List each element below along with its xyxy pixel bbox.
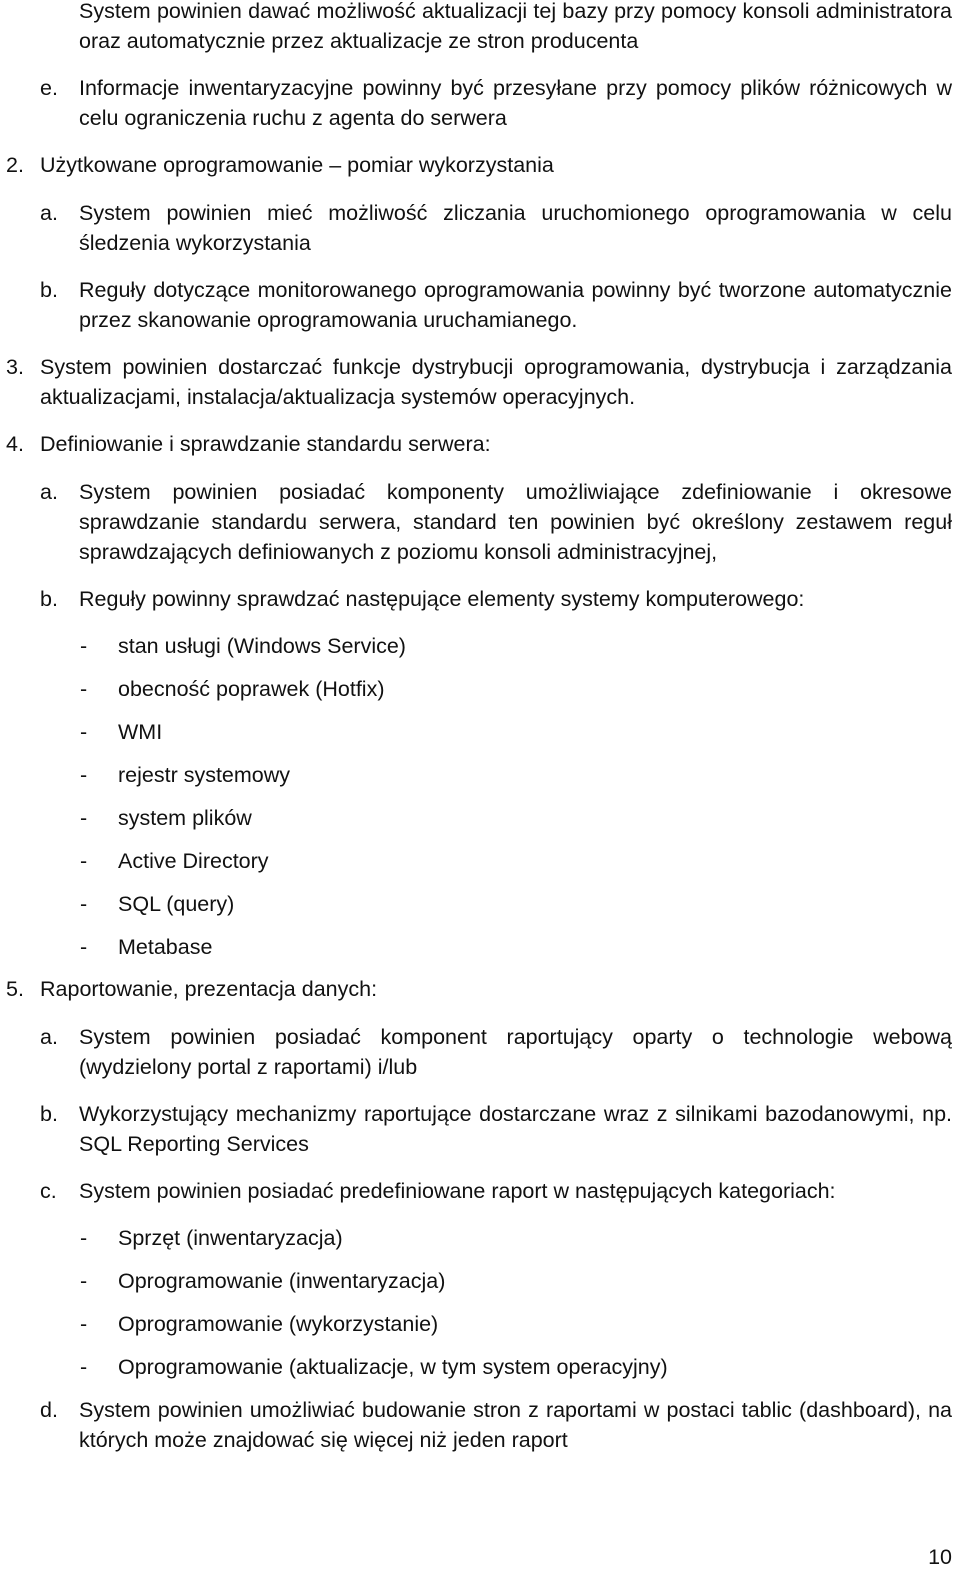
paragraph-monitoring-rules: Reguły dotyczące monitorowanego oprogramowania powinny być tworzone automatycznie przez skanowanie oprogramowania uruchamianego. xyxy=(79,278,952,332)
list-bullet: - xyxy=(80,1312,88,1336)
list-bullet: - xyxy=(80,1269,88,1293)
section-heading-reporting: Raportowanie, prezentacja danych: xyxy=(40,977,378,1001)
list-item: obecność poprawek (Hotfix) xyxy=(118,677,385,701)
section-number: 2. xyxy=(6,153,24,177)
list-item: Oprogramowanie (aktualizacje, w tym system operacyjny) xyxy=(118,1355,668,1379)
paragraph-update-db: System powinien dawać możliwość aktualizacji tej bazy przy pomocy konsoli administratora oraz automatycznie przez aktualizacje ze stron producenta xyxy=(79,0,952,53)
section-heading-software-usage: Użytkowane oprogramowanie – pomiar wykorzystania xyxy=(40,153,554,177)
list-bullet: - xyxy=(80,1226,88,1250)
item-label: b. xyxy=(40,278,58,302)
item-label: e. xyxy=(40,76,58,100)
item-label: d. xyxy=(40,1398,58,1422)
item-label: a. xyxy=(40,1025,58,1049)
list-item: Active Directory xyxy=(118,849,269,873)
section-number: 4. xyxy=(6,432,24,456)
section-number: 5. xyxy=(6,977,24,1001)
item-label: a. xyxy=(40,480,58,504)
list-item: SQL (query) xyxy=(118,892,235,916)
list-item: Sprzęt (inwentaryzacja) xyxy=(118,1226,343,1250)
list-bullet: - xyxy=(80,763,88,787)
section-heading-server-standard: Definiowanie i sprawdzanie standardu serwera: xyxy=(40,432,491,456)
paragraph-web-reporting: System powinien posiadać komponent raportujący oparty o technologie webową (wydzielony portal z raportami) i/lub xyxy=(79,1025,952,1079)
item-label: c. xyxy=(40,1179,57,1203)
list-item: Oprogramowanie (inwentaryzacja) xyxy=(118,1269,446,1293)
paragraph-usage-counting: System powinien mieć możliwość zliczania uruchomionego oprogramowania w celu śledzenia wykorzystania xyxy=(79,201,952,255)
list-item: stan usługi (Windows Service) xyxy=(118,634,406,658)
item-label: b. xyxy=(40,587,58,611)
list-bullet: - xyxy=(80,935,88,959)
paragraph-inventory-diff: Informacje inwentaryzacyjne powinny być przesyłane przy pomocy plików różnicowych w celu ograniczenia ruchu z agenta do serwera xyxy=(79,76,952,130)
paragraph-rules-check: Reguły powinny sprawdzać następujące elementy systemy komputerowego: xyxy=(79,587,805,611)
paragraph-predefined-reports: System powinien posiadać predefiniowane raport w następujących kategoriach: xyxy=(79,1179,836,1203)
list-bullet: - xyxy=(80,677,88,701)
paragraph-server-standard-components: System powinien posiadać komponenty umożliwiające zdefiniowanie i okresowe sprawdzanie standardu serwera, standard ten powinien być określony zestawem reguł sprawdzających definiowanych z poziomu konsoli administracyjnej, xyxy=(79,480,952,564)
item-label: a. xyxy=(40,201,58,225)
list-bullet: - xyxy=(80,720,88,744)
paragraph-dashboards: System powinien umożliwiać budowanie stron z raportami w postaci tablic (dashboard), na których może znajdować się więcej niż jeden raport xyxy=(79,1398,952,1452)
list-item: rejestr systemowy xyxy=(118,763,291,787)
list-bullet: - xyxy=(80,634,88,658)
list-bullet: - xyxy=(80,1355,88,1379)
list-bullet: - xyxy=(80,892,88,916)
paragraph-db-reporting: Wykorzystujący mechanizmy raportujące dostarczane wraz z silnikami bazodanowymi, np. SQL Reporting Services xyxy=(79,1102,952,1156)
list-item: WMI xyxy=(118,720,163,744)
list-bullet: - xyxy=(80,849,88,873)
section-number: 3. xyxy=(6,355,24,379)
page-number: 10 xyxy=(928,1545,952,1569)
list-bullet: - xyxy=(80,806,88,830)
list-item: system plików xyxy=(118,806,252,830)
item-label: b. xyxy=(40,1102,58,1126)
list-item: Oprogramowanie (wykorzystanie) xyxy=(118,1312,439,1336)
paragraph-software-distribution: System powinien dostarczać funkcje dystrybucji oprogramowania, dystrybucja i zarządzania aktualizacjami, instalacja/aktualizacja systemów operacyjnych. xyxy=(40,355,952,409)
list-item: Metabase xyxy=(118,935,213,959)
